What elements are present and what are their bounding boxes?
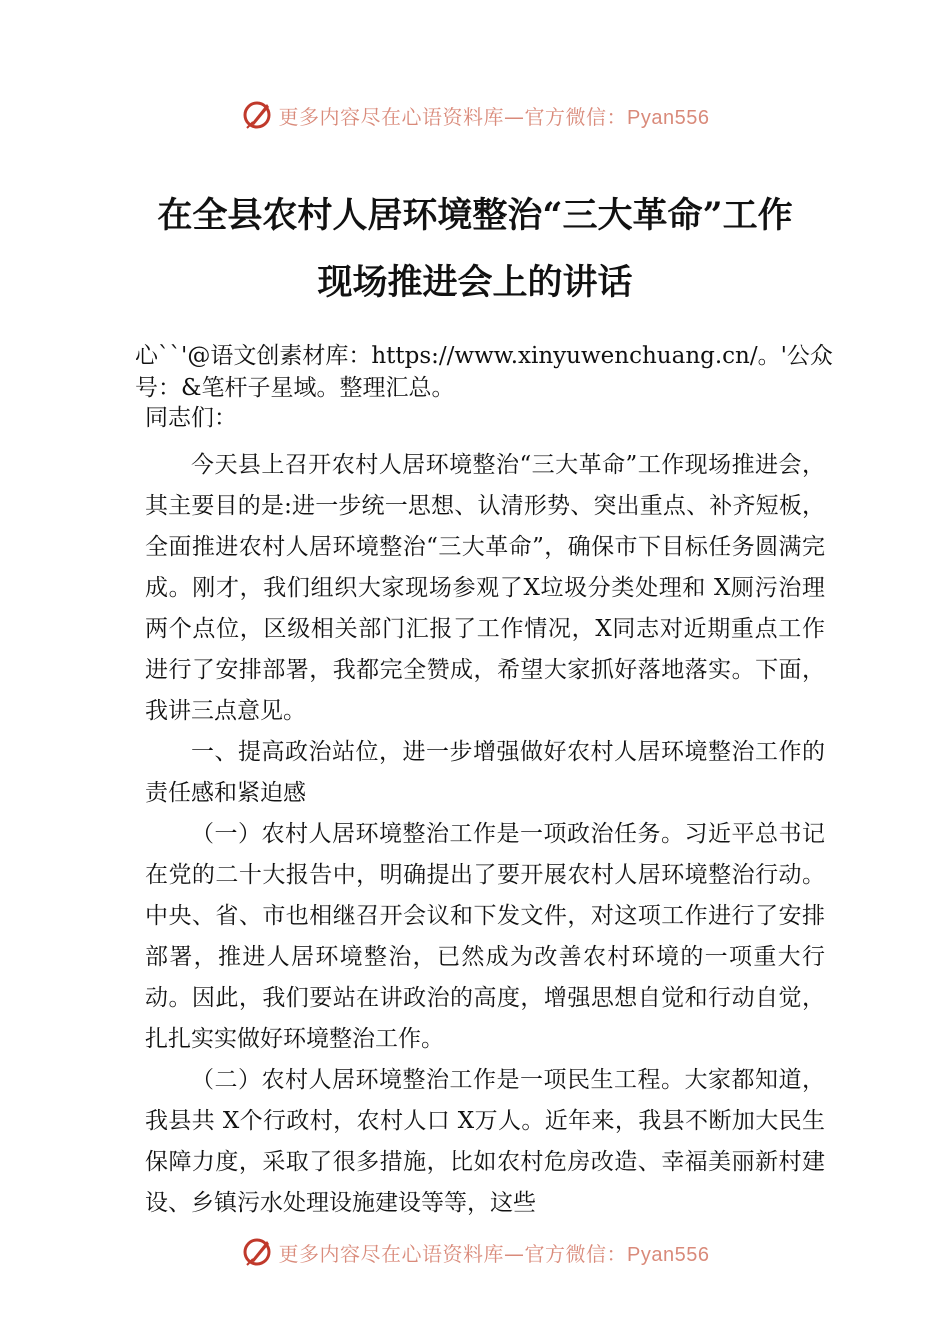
document-title-line2: 现场推进会上的讲话: [317, 262, 633, 303]
section-heading: 一、提高政治站位，进一步增强做好农村人居环境整治工作的责任感和紧迫感: [145, 739, 825, 806]
paragraph: 今天县上召开农村人居环境整治“三大革命”工作现场推进会，其主要目的是:进一步统一思想、认清形势、突出重点、补齐短板，全面推进农村人居环境整治“三大革命”，确保市下目标任务圆满完成。刚才，我们组织大家现场参观了X垃圾分类处理和 X厕污治理两个点位，区级相关部门汇报了工作情况，X同志对近期重点工作进行了安排部署，我都完全赞成，希望大家抓好落地落实。下面，我讲三点意见。: [145, 452, 825, 724]
greeting: 同志们：: [145, 405, 237, 431]
source-note: 心``'@语文创素材库：https://www.xinyuwenchuang.cn/。'公众号：&笔杆子星域。整理汇总。: [135, 343, 833, 401]
paragraph: （二）农村人居环境整治工作是一项民生工程。大家都知道，我县共 X个行政村，农村人口 X万人。近年来，我县不断加大民生保障力度，采取了很多措施，比如农村危房改造、幸福美丽新村建设、乡镇污水处理设施建设等等，这些: [145, 1067, 825, 1216]
banner-separator: —: [504, 1241, 525, 1266]
document-title-line1: 在全县农村人居环境整治“三大革命”工作: [157, 195, 793, 236]
banner-main-text: 更多内容尽在心语资料库: [278, 104, 505, 129]
banner-account-id: Pyan556: [627, 106, 710, 129]
footer-banner-text: [279, 1238, 710, 1267]
banner-account-id: Pyan556: [627, 1243, 710, 1266]
banner-wechat-label: 官方微信：: [524, 1241, 628, 1266]
header-banner: [0, 95, 950, 135]
banner-wechat-label: 官方微信：: [524, 104, 628, 129]
quill-logo-icon: [241, 98, 275, 132]
footer-banner: [0, 1232, 950, 1272]
document-body: [145, 398, 825, 1224]
paragraph: （一）农村人居环境整治工作是一项政治任务。习近平总书记在党的二十大报告中，明确提出了要开展农村人居环境整治行动。中央、省、市也相继召开会议和下发文件，对这项工作进行了安排部署，推进人居环境整治，已然成为改善农村环境的一项重大行动。因此，我们要站在讲政治的高度，增强思想自觉和行动自觉，扎扎实实做好环境整治工作。: [145, 821, 825, 1052]
banner-main-text: 更多内容尽在心语资料库: [278, 1241, 505, 1266]
banner-separator: —: [504, 104, 525, 129]
quill-logo-icon: [241, 1235, 275, 1269]
header-banner-text: [279, 101, 710, 130]
